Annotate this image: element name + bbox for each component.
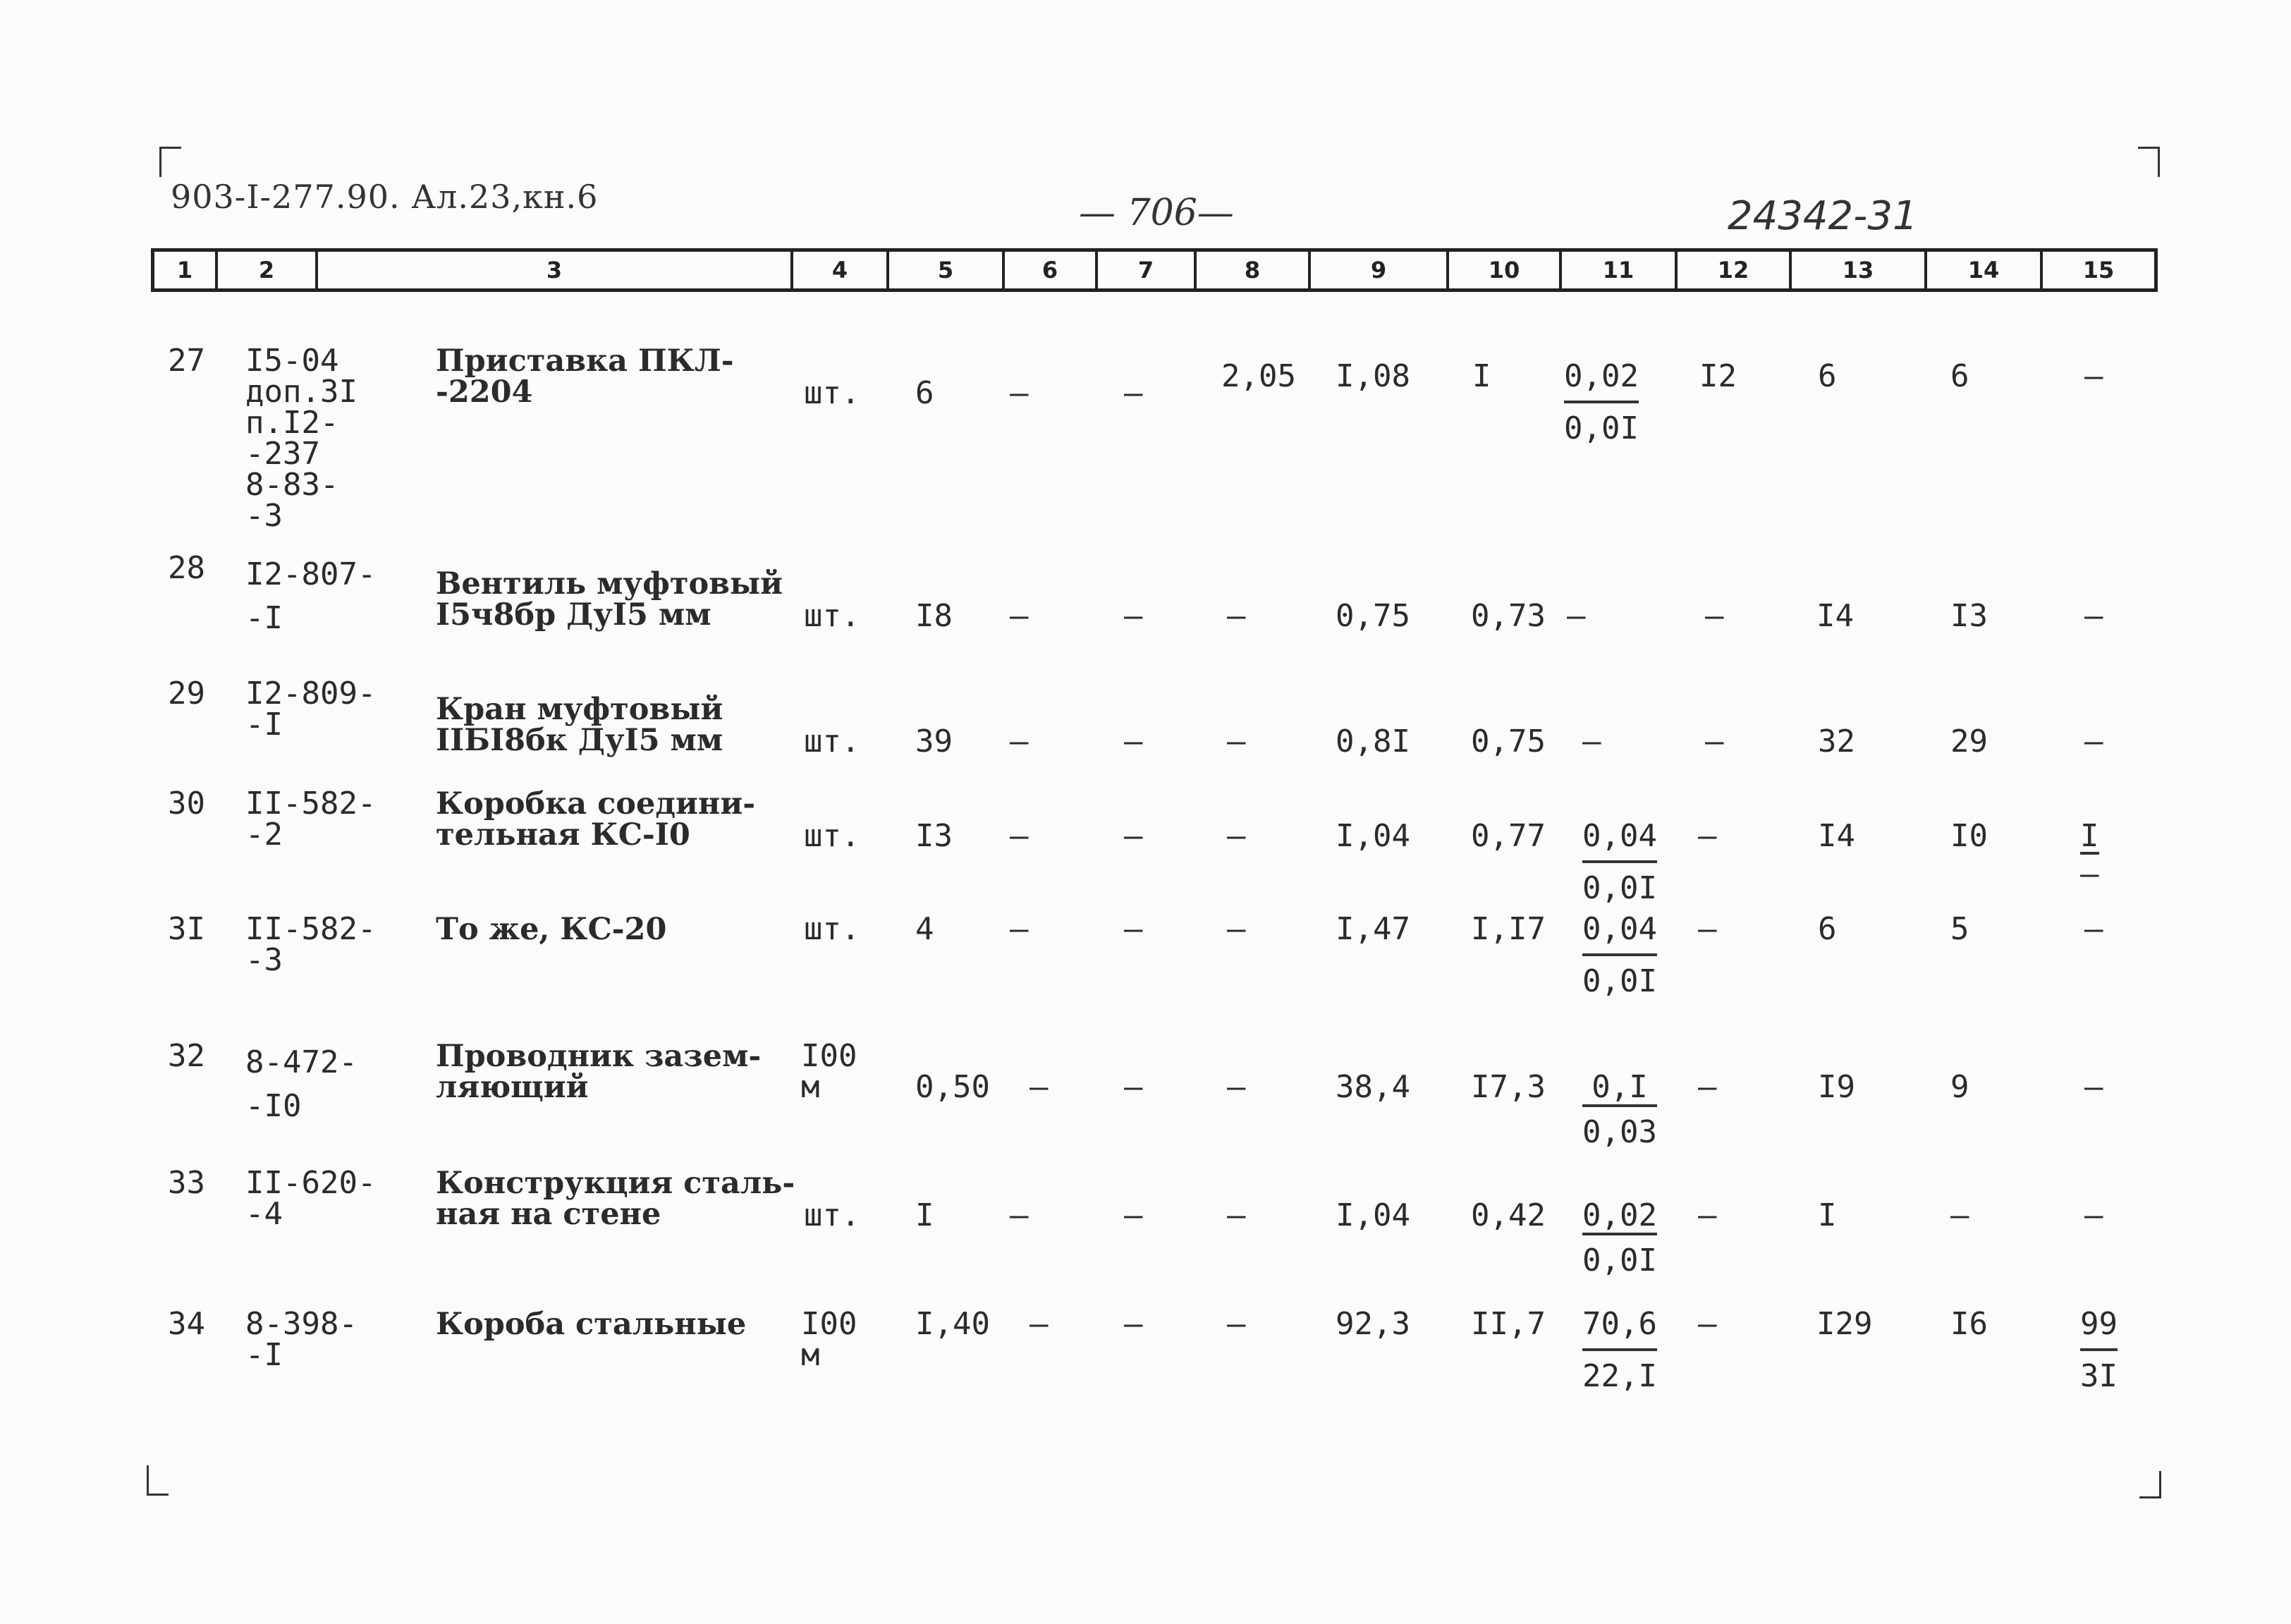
column-13-value: I (1818, 1197, 1837, 1233)
column-15-value: – (2084, 598, 2103, 634)
column-6-value: – (1010, 375, 1029, 411)
column-8-value: – (1227, 818, 1246, 854)
column-13-value: I9 (1818, 1069, 1855, 1105)
price-code: 8-472- -I0 (245, 1044, 358, 1124)
column-11-value: – (1582, 724, 1601, 759)
price-code: II-582- -2 (245, 786, 377, 853)
page-number: — 706— (1079, 192, 1234, 234)
column-header-2: 2 (218, 252, 318, 288)
row-number: 32 (168, 1038, 205, 1074)
column-8-value: – (1227, 598, 1246, 634)
column-7-value: – (1124, 1306, 1143, 1342)
corner-mark-bottom-right (2139, 1471, 2161, 1498)
row-number: 3I (168, 911, 205, 947)
quantity: 39 (915, 724, 953, 759)
column-8-value: – (1227, 911, 1246, 947)
column-11-fraction: $\frac{0,04}{0,0I}$ (1582, 818, 1657, 906)
column-14-value: 6 (1950, 358, 1969, 394)
column-8-value: – (1227, 1197, 1246, 1233)
item-name: Кран муфтовый IIБI8бк ДуI5 мм (436, 692, 723, 758)
column-header-1: 1 (154, 252, 218, 288)
column-15-value: – (2084, 358, 2103, 394)
column-14-value: I6 (1950, 1306, 1988, 1342)
row-number: 33 (168, 1165, 205, 1201)
column-10-value: 0,75 (1471, 724, 1546, 759)
column-13-value: I4 (1816, 598, 1854, 634)
column-15-fraction: $\frac{99}{3I}$ (2080, 1306, 2118, 1394)
unit: шт. (804, 1197, 860, 1233)
column-6-value: – (1010, 911, 1029, 947)
row-number: 34 (168, 1306, 205, 1342)
unit: шт. (804, 598, 860, 634)
column-10-value: 0,73 (1471, 598, 1546, 634)
document-code: 903-I-277.90. Ал.23,кн.6 (171, 178, 599, 216)
unit: шт. (804, 818, 860, 854)
column-9-value: 92,3 (1336, 1306, 1410, 1342)
column-15-value: – (2084, 911, 2103, 947)
column-header-6: 6 (1005, 252, 1098, 288)
column-14-value: 29 (1950, 724, 1988, 759)
table-header (151, 248, 2158, 292)
quantity: 4 (915, 911, 934, 947)
column-14-value: 9 (1950, 1069, 1969, 1105)
column-6-value: – (1030, 1069, 1049, 1105)
item-name: То же, КС-20 (436, 912, 667, 947)
column-9-value: 38,4 (1336, 1069, 1410, 1105)
column-7-value: – (1124, 375, 1143, 411)
column-10-value: I (1472, 358, 1491, 394)
column-header-14: 14 (1927, 252, 2043, 288)
column-header-4: 4 (793, 252, 889, 288)
column-11-fraction: $\frac{0,04}{0,0I}$ (1582, 911, 1657, 999)
column-11-value: – (1567, 598, 1586, 634)
column-9-value: 0,8I (1336, 724, 1410, 759)
unit: шт. (804, 375, 860, 411)
column-12-value: – (1698, 1197, 1717, 1233)
column-9-value: I,08 (1336, 358, 1410, 394)
unit: I00 м (801, 1038, 857, 1105)
column-12-value: – (1698, 1069, 1717, 1105)
column-header-3: 3 (318, 252, 793, 288)
price-code: II-620- -4 (245, 1165, 377, 1232)
column-6-value: – (1010, 818, 1029, 854)
row-number: 28 (168, 550, 205, 586)
column-header-9: 9 (1311, 252, 1449, 288)
column-header-8: 8 (1197, 252, 1311, 288)
column-15-fraction: I – (2080, 818, 2099, 892)
column-header-5: 5 (889, 252, 1005, 288)
corner-mark-bottom-left (147, 1465, 169, 1496)
quantity: I (915, 1197, 934, 1233)
column-11-fraction: $\frac{0,I}{0,03}$ (1582, 1069, 1657, 1150)
column-6-value: – (1010, 598, 1029, 634)
item-name: Короба стальные (436, 1307, 747, 1342)
unit: I00 м (801, 1306, 857, 1373)
column-7-value: – (1124, 911, 1143, 947)
quantity: I8 (915, 598, 953, 634)
column-12-value: – (1698, 1306, 1717, 1342)
column-15-value: – (2084, 724, 2103, 759)
row-number: 29 (168, 676, 205, 712)
column-8-value: 2,05 (1221, 358, 1296, 394)
price-code: I5-04 доп.3I п.I2- -237 8-83- -3 (245, 343, 358, 534)
column-14-value: I0 (1950, 818, 1988, 854)
price-code: I2-809- -I (245, 676, 377, 743)
column-12-value: – (1698, 911, 1717, 947)
quantity: I,40 (915, 1306, 990, 1342)
quantity: 6 (915, 375, 934, 411)
column-12-value: – (1705, 724, 1724, 759)
column-11-fraction: $\frac{0,02}{0,0I}$ (1564, 358, 1639, 446)
unit: шт. (804, 724, 860, 759)
corner-mark-top-left (159, 147, 181, 177)
quantity: 0,50 (915, 1069, 990, 1105)
column-header-7: 7 (1098, 252, 1197, 288)
column-12-value: I2 (1699, 358, 1737, 394)
price-code: II-582- -3 (245, 911, 377, 978)
column-13-value: I4 (1818, 818, 1855, 854)
column-10-value: 0,77 (1471, 818, 1546, 854)
item-name: Проводник зазем- ляющий (436, 1039, 762, 1105)
column-11-fraction: $\frac{70,6}{22,I}$ (1582, 1306, 1657, 1394)
column-10-value: 0,42 (1471, 1197, 1546, 1233)
column-header-12: 12 (1678, 252, 1792, 288)
column-8-value: – (1227, 1306, 1246, 1342)
column-14-value: – (1950, 1197, 1969, 1233)
column-10-value: I7,3 (1471, 1069, 1546, 1105)
column-header-13: 13 (1792, 252, 1927, 288)
price-code: I2-807- -I (245, 556, 377, 636)
column-13-value: I29 (1816, 1306, 1873, 1342)
column-15-value: – (2084, 1197, 2103, 1233)
column-13-value: 32 (1818, 724, 1855, 759)
item-name: Вентиль муфтовый I5ч8бр ДуI5 мм (436, 566, 783, 633)
column-header-11: 11 (1562, 252, 1678, 288)
column-header-10: 10 (1449, 252, 1562, 288)
document-number: 24342-31 (1728, 193, 1918, 239)
column-7-value: – (1124, 724, 1143, 759)
column-14-value: 5 (1950, 911, 1969, 947)
column-13-value: 6 (1818, 911, 1837, 947)
column-9-value: I,47 (1336, 911, 1410, 947)
column-6-value: – (1010, 724, 1029, 759)
unit: шт. (804, 911, 860, 947)
column-11-fraction: $\frac{0,02}{0,0I}$ (1582, 1197, 1657, 1278)
quantity: I3 (915, 818, 953, 854)
row-number: 30 (168, 786, 205, 822)
row-number: 27 (168, 343, 205, 379)
column-6-value: – (1010, 1197, 1029, 1233)
column-15-value: – (2084, 1069, 2103, 1105)
column-12-value: – (1698, 818, 1717, 854)
column-9-value: I,04 (1336, 818, 1410, 854)
column-header-15: 15 (2082, 257, 2115, 283)
column-12-value: – (1705, 598, 1724, 634)
column-7-value: – (1124, 818, 1143, 854)
column-9-value: 0,75 (1336, 598, 1410, 634)
price-code: 8-398- -I (245, 1306, 358, 1373)
column-7-value: – (1124, 598, 1143, 634)
item-name: Приставка ПКЛ- -2204 (436, 343, 734, 410)
column-8-value: – (1227, 724, 1246, 759)
corner-mark-top-right (2138, 147, 2160, 177)
column-10-value: II,7 (1471, 1306, 1546, 1342)
item-name: Конструкция сталь- ная на стене (436, 1166, 795, 1232)
column-7-value: – (1124, 1069, 1143, 1105)
column-13-value: 6 (1818, 358, 1837, 394)
item-name: Коробка соедини- тельная КС-I0 (436, 786, 756, 853)
column-6-value: – (1030, 1306, 1049, 1342)
column-10-value: I,I7 (1471, 911, 1546, 947)
column-9-value: I,04 (1336, 1197, 1410, 1233)
column-14-value: I3 (1950, 598, 1988, 634)
column-8-value: – (1227, 1069, 1246, 1105)
column-7-value: – (1124, 1197, 1143, 1233)
